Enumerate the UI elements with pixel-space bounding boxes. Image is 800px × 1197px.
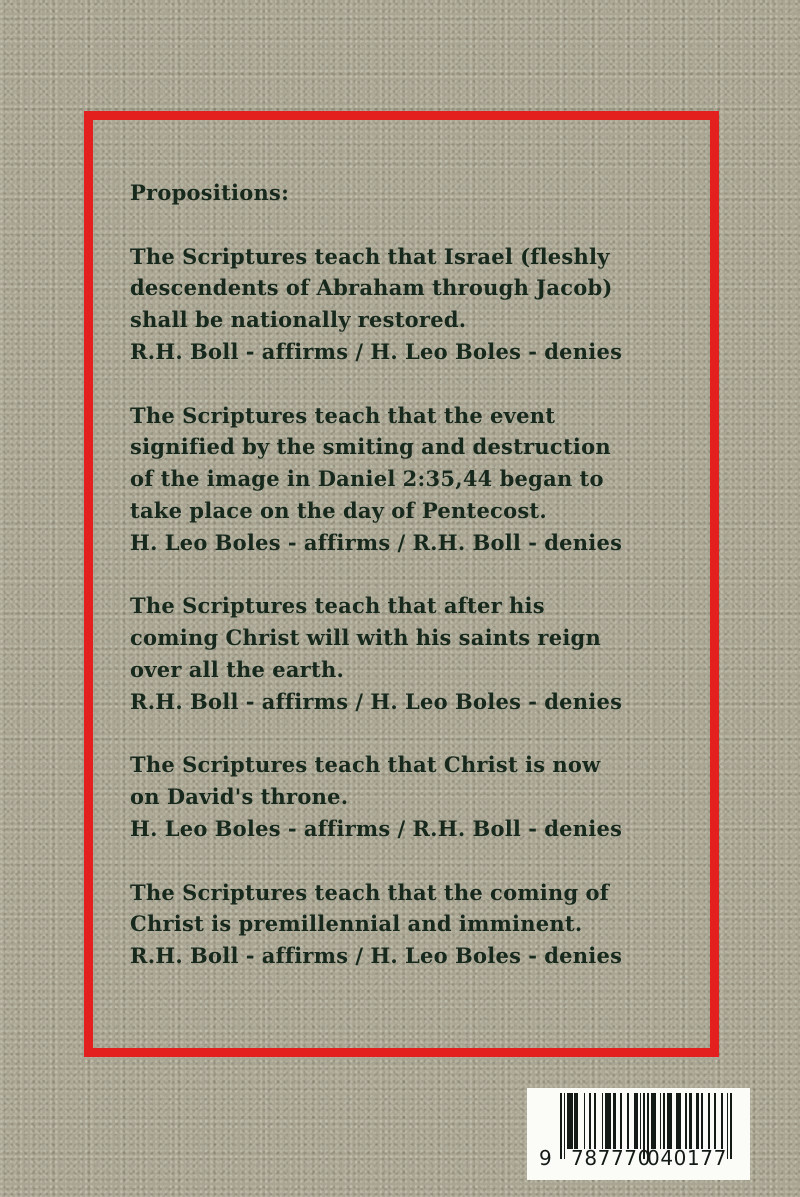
barcode-bar <box>660 1093 662 1149</box>
barcode-bar <box>627 1093 629 1149</box>
barcode-bar <box>685 1093 687 1149</box>
barcode-bar <box>620 1093 622 1149</box>
barcode-bar <box>602 1093 604 1149</box>
barcode-bar <box>589 1093 591 1149</box>
proposition-line: The Scriptures teach that Israel (fleshly <box>130 243 610 269</box>
heading-propositions: Propositions: <box>130 180 290 205</box>
proposition-2 <box>130 400 710 559</box>
barcode-bar <box>698 1093 700 1149</box>
proposition-line: take place on the day of Pentecost. <box>130 497 547 523</box>
proposition-5 <box>130 877 710 972</box>
proposition-line: of the image in Daniel 2:35,44 began to <box>130 466 604 492</box>
proposition-line: Christ is premillennial and imminent. <box>130 911 583 937</box>
barcode-label <box>527 1088 750 1180</box>
barcode-bar <box>679 1093 681 1149</box>
barcode-bar <box>714 1093 716 1149</box>
barcode-bar <box>609 1093 611 1149</box>
barcode-bar <box>690 1093 692 1149</box>
proposition-line: shall be nationally restored. <box>130 307 467 333</box>
barcode-bar <box>701 1093 703 1149</box>
proposition-line: The Scriptures teach that the coming of <box>130 879 610 905</box>
barcode-bar <box>564 1093 566 1159</box>
proposition-line: The Scriptures teach that Christ is now <box>130 752 601 778</box>
barcode-bar <box>584 1093 586 1149</box>
proposition-3 <box>130 590 710 717</box>
proposition-line: descendents of Abraham through Jacob) <box>130 275 613 301</box>
barcode-bar <box>708 1093 710 1149</box>
proposition-line: The Scriptures teach that the event <box>130 402 556 428</box>
barcode-bar <box>576 1093 578 1149</box>
barcode-bar <box>614 1093 616 1149</box>
proposition-line: signified by the smiting and destruction <box>130 434 611 460</box>
proposition-disputants: R.H. Boll - affirms / H. Leo Boles - denies <box>130 338 623 364</box>
barcode-right-group: 040177 <box>647 1146 727 1170</box>
barcode-bar <box>654 1093 656 1149</box>
proposition-line: over all the earth. <box>130 656 345 682</box>
barcode-left-group: 787770 <box>571 1146 651 1170</box>
proposition-disputants: H. Leo Boles - affirms / R.H. Boll - denies <box>130 815 623 841</box>
proposition-disputants: R.H. Boll - affirms / H. Leo Boles - denies <box>130 688 623 714</box>
proposition-line: on David's throne. <box>130 784 349 810</box>
proposition-disputants: R.H. Boll - affirms / H. Leo Boles - denies <box>130 943 623 969</box>
barcode-first-digit: 9 <box>539 1146 553 1170</box>
proposition-4 <box>130 749 710 844</box>
barcode-bar <box>730 1093 732 1159</box>
barcode-bar <box>571 1093 573 1149</box>
barcode-bar <box>636 1093 638 1149</box>
proposition-line: The Scriptures teach that after his <box>130 593 545 619</box>
barcode-bar <box>721 1093 723 1149</box>
proposition-disputants: H. Leo Boles - affirms / R.H. Boll - denies <box>130 529 623 555</box>
barcode-bar <box>640 1093 642 1149</box>
barcode-bar <box>594 1093 596 1149</box>
proposition-1 <box>130 241 710 368</box>
propositions-text <box>130 177 710 1004</box>
barcode-bar <box>560 1093 562 1159</box>
proposition-line: coming Christ will with his saints reign <box>130 625 602 651</box>
barcode-bar <box>670 1093 672 1149</box>
barcode-bar <box>663 1093 665 1149</box>
